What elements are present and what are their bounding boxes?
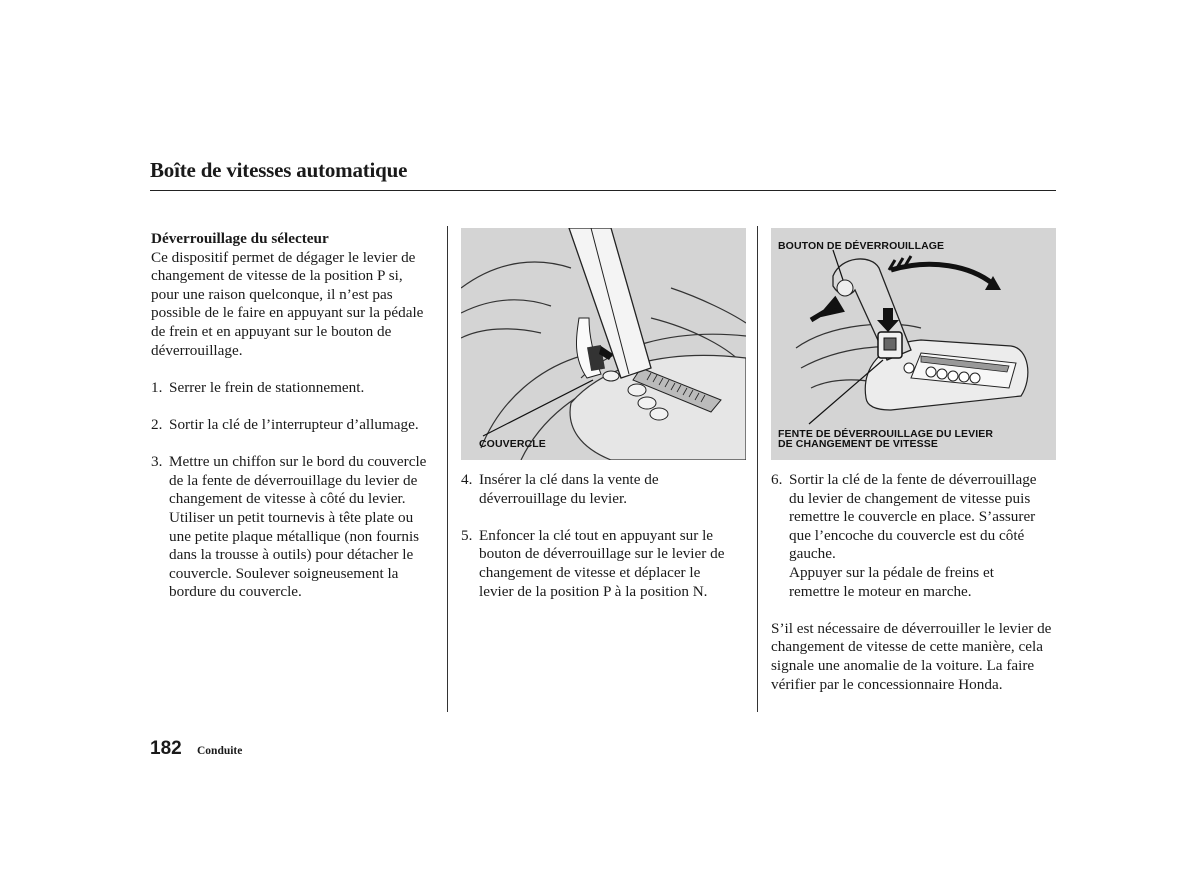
- step-line: Serrer le frein de stationnement.: [169, 378, 365, 396]
- intro-line: possible de le faire en appuyant sur la pédale: [151, 304, 424, 322]
- step-number: 6.: [771, 471, 783, 488]
- step-line: Utiliser un petit tournevis à tête plate ou: [169, 508, 414, 526]
- step-1: [151, 379, 437, 398]
- release-illustration: [771, 228, 1056, 460]
- step-line: que l’encoche du couvercle est du côté: [789, 526, 1025, 544]
- column-divider-1: [447, 226, 448, 712]
- note-line: changement de vitesse de cette manière, cela: [771, 638, 1043, 656]
- step-line: changement de vitesse et déplacer le: [479, 563, 701, 581]
- figure-release-slot: [771, 228, 1056, 460]
- note-line: S’il est nécessaire de déverrouiller le levier de: [771, 619, 1052, 637]
- intro-line: pour une raison quelconque, il n’est pas: [151, 285, 393, 303]
- page-title: Boîte de vitesses automatique: [150, 158, 408, 182]
- title-divider: [150, 190, 1056, 191]
- step-line: changement de vitesse à côté du levier.: [169, 490, 406, 508]
- page-number: 182: [150, 738, 182, 759]
- intro-line: déverrouillage.: [151, 341, 243, 359]
- figure-cover-removal: [461, 228, 746, 460]
- release-slot-label-line: DE CHANGEMENT DE VITESSE: [778, 438, 938, 450]
- intro-line: changement de vitesse de la position P si,: [151, 267, 403, 285]
- column-1: [151, 230, 437, 602]
- step-line: Insérer la clé dans la vente de: [479, 471, 659, 488]
- section-name: Conduite: [197, 745, 243, 757]
- note-line: signale une anomalie de la voiture. La faire: [771, 656, 1035, 674]
- release-slot-label-line: FENTE DE DÉVERROUILLAGE DU LEVIER: [778, 428, 994, 440]
- step-line: bouton de déverrouillage sur le levier de: [479, 545, 725, 563]
- note-line: vérifier par le concessionnaire Honda.: [771, 675, 1003, 693]
- step-number: 3.: [151, 453, 163, 471]
- step-5: [461, 527, 746, 601]
- step-number: 2.: [151, 415, 163, 433]
- step-line: Appuyer sur la pédale de freins et: [789, 563, 994, 581]
- step-line: une petite plaque métallique (non fournis: [169, 527, 420, 545]
- column-3: [771, 471, 1061, 694]
- step-number: 1.: [151, 378, 163, 396]
- intro-line: de frein et en appuyant sur le bouton de: [151, 322, 392, 340]
- section-heading: Déverrouillage du sélecteur: [151, 230, 329, 247]
- release-slot-label: [778, 429, 993, 449]
- step-line: dans la trousse à outils) pour détacher le: [169, 546, 414, 564]
- step-line: du levier de changement de vitesse puis: [789, 489, 1031, 507]
- step-3: [151, 453, 437, 602]
- step-line: Sortir la clé de la fente de déverrouillage: [789, 471, 1037, 488]
- column-2: [461, 471, 746, 601]
- step-line: Mettre un chiffon sur le bord du couvercle: [169, 453, 427, 471]
- step-6: [771, 471, 1061, 601]
- step-line: remettre le moteur en marche.: [789, 582, 972, 600]
- step-number: 5.: [461, 526, 473, 544]
- step-2: [151, 416, 437, 435]
- step-line: bordure du couvercle.: [169, 583, 302, 601]
- step-line: Sortir la clé de l’interrupteur d’allumage.: [169, 415, 419, 433]
- column-divider-2: [757, 226, 758, 712]
- step-line: déverrouillage du levier.: [479, 489, 628, 507]
- step-line: remettre le couvercle en place. S’assurer: [789, 508, 1036, 526]
- cover-illustration: [461, 228, 746, 460]
- step-number: 4.: [461, 471, 473, 488]
- step-line: Enfoncer la clé tout en appuyant sur le: [479, 526, 714, 544]
- release-button-label: BOUTON DE DÉVERROUILLAGE: [778, 240, 945, 252]
- step-line: gauche.: [789, 545, 836, 563]
- step-line: levier de la position P à la position N.: [479, 582, 708, 600]
- intro-line: Ce dispositif permet de dégager le levier de: [151, 248, 416, 266]
- step-line: couvercle. Soulever soigneusement la: [169, 564, 399, 582]
- step-line: de la fente de déverrouillage du levier de: [169, 471, 418, 489]
- step-4: [461, 471, 746, 508]
- cover-label: COUVERCLE: [479, 438, 546, 450]
